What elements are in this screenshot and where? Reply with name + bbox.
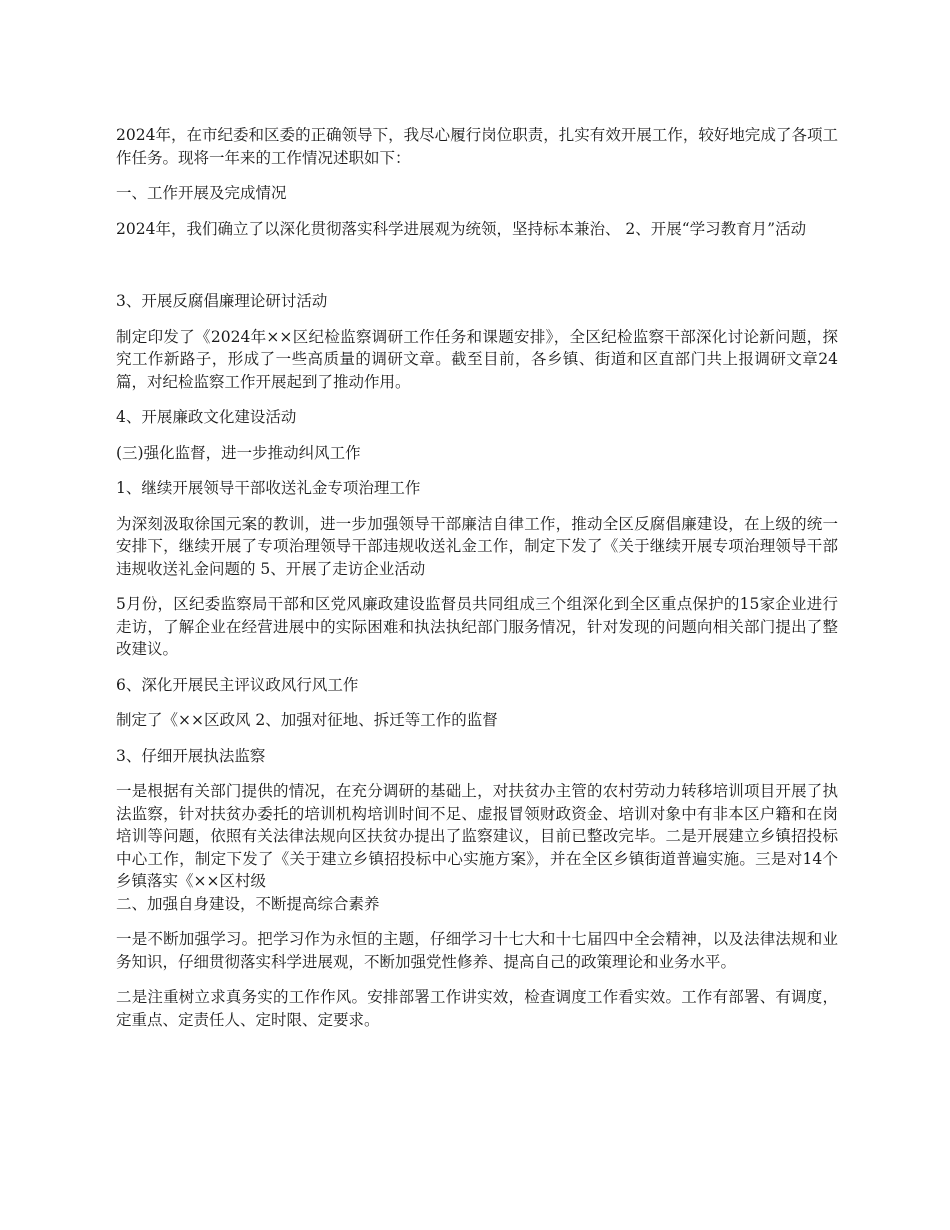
- document-page: [116, 124, 838, 1044]
- item-heading: 4、开展廉政文化建设活动: [116, 408, 297, 426]
- section-heading-work-status: 一、工作开展及完成情况: [116, 184, 287, 202]
- body-paragraph: 制定了《××区政风 2、加强对征地、拆迁等工作的监督: [116, 711, 498, 729]
- item-heading: 3、开展反腐倡廉理论研讨活动: [116, 292, 328, 310]
- body-paragraph: 2024年，我们确立了以深化贯彻落实科学进展观为统领，坚持标本兼治、 2、开展“学习教育月”活动: [116, 219, 807, 238]
- item-heading: 3、仔细开展执法监察: [116, 746, 266, 765]
- body-paragraph: 二是注重树立求真务实的工作作风。安排部署工作讲实效，检查调度工作看实效。工作有部署、有调度，定重点、定责任人、定时限、定要求。: [116, 988, 838, 1029]
- subsection-heading: (三)强化监督，进一步推动纠风工作: [116, 443, 361, 462]
- section-heading-self-building: 二、加强自身建设，不断提高综合素养: [116, 894, 380, 913]
- body-paragraph: 5月份，区纪委监察局干部和区党风廉政建设监督员共同组成三个组深化到全区重点保护的15家企业进行走访，了解企业在经营进展中的实际困难和执法执纪部门服务情况，针对发现的问题向相关部门提出了整改建议。: [116, 595, 838, 658]
- item-heading: 6、深化开展民主评议政风行风工作: [116, 675, 359, 694]
- body-paragraph: 制定印发了《2024年××区纪检监察调研工作任务和课题安排》，全区纪检监察干部深化讨论新问题，探究工作新路子，形成了一些高质量的调研文章。截至目前，各乡镇、街道和区直部门共上报调研文章24篇，对纪检监察工作开展起到了推动作用。: [116, 327, 838, 391]
- body-paragraph: 为深刻汲取徐国元案的教训，进一步加强领导干部廉洁自律工作，推动全区反腐倡廉建设，在上级的统一安排下，继续开展了专项治理领导干部违规收送礼金工作，制定下发了《关于继续开展专项治理领导干部违规收送礼金问题的 5、开展了走访企业活动: [116, 514, 838, 578]
- body-paragraph: 一是不断加强学习。把学习作为永恒的主题，仔细学习十七大和十七届四中全会精神，以及法律法规和业务知识，仔细贯彻落实科学进展观，不断加强党性修养、提高自己的政策理论和业务水平。: [116, 930, 838, 971]
- body-paragraph: 一是根据有关部门提供的情况，在充分调研的基础上，对扶贫办主管的农村劳动力转移培训项目开展了执法监察，针对扶贫办委托的培训机构培训时间不足、虚报冒领财政资金、培训对象中有非本区户籍和在岗培训等问题，依照有关法律法规向区扶贫办提出了监察建议，目前已整改完毕。二是开展建立乡镇招投标中心工作，制定下发了《关于建立乡镇招投标中心实施方案》，并在全区乡镇街道普遍实施。三是对14个乡镇落实《××区村级: [116, 782, 838, 890]
- item-heading: 1、继续开展领导干部收送礼金专项治理工作: [116, 479, 421, 497]
- intro-paragraph: 2024年，在市纪委和区委的正确领导下，我尽心履行岗位职责，扎实有效开展工作，较好地完成了各项工作任务。现将一年来的工作情况述职如下：: [116, 126, 838, 167]
